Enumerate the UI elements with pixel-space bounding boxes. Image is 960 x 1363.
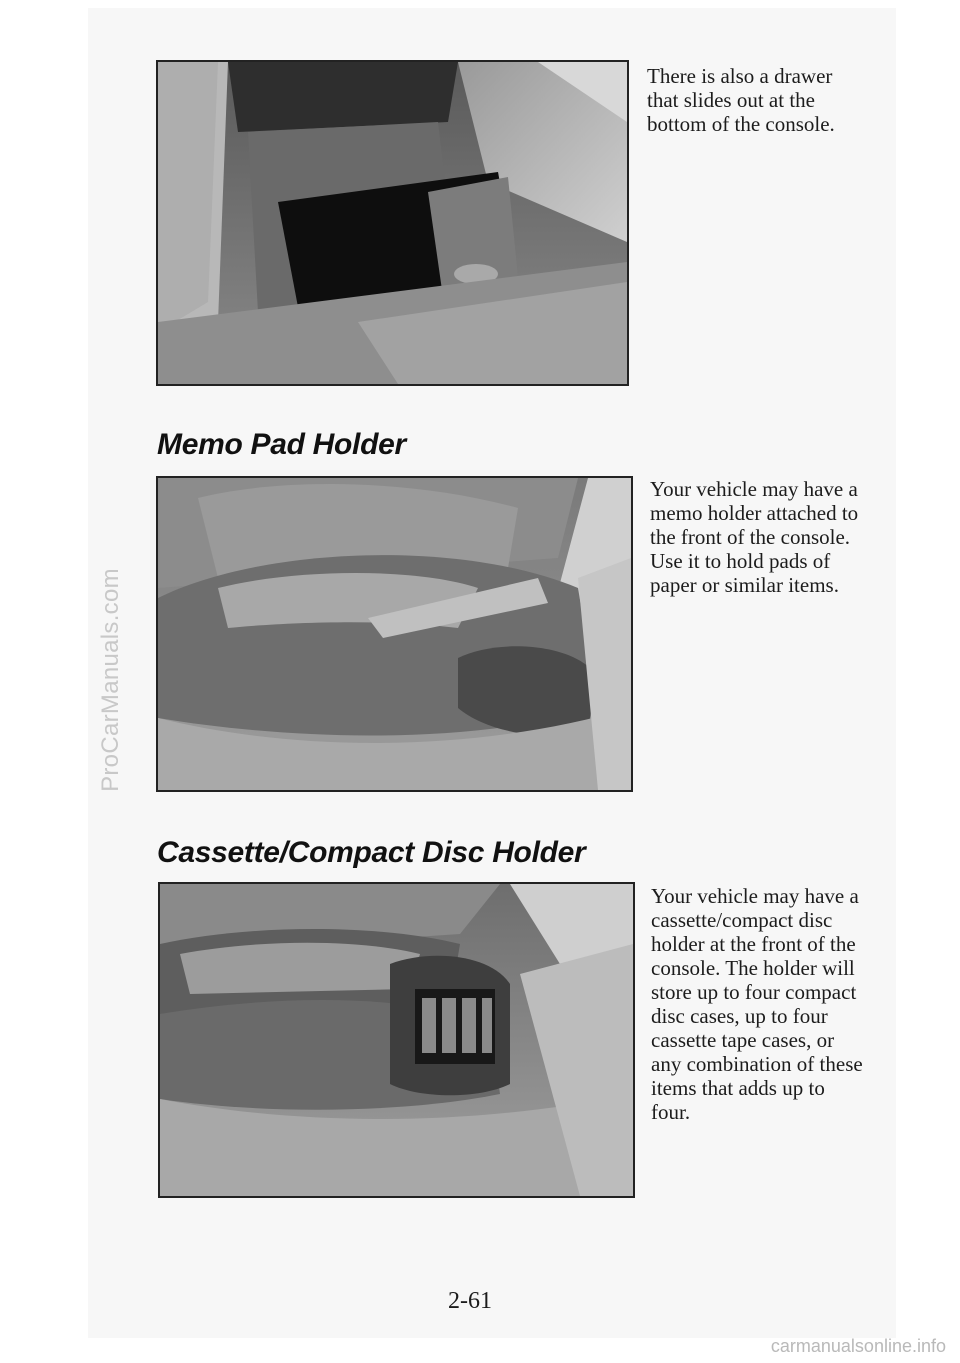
memo-holder-description: Your vehicle may have a memo holder attached to the front of the console. Use it to hold pads of paper or similar items. xyxy=(650,477,859,597)
memo-holder-photo xyxy=(156,476,633,792)
cassette-cd-holder-photo xyxy=(158,882,635,1198)
page-number: 2-61 xyxy=(448,1288,492,1314)
console-drawer-photo xyxy=(156,60,629,386)
drawer-description: There is also a drawer that slides out at the bottom of the console. xyxy=(647,64,835,136)
cassette-cd-holder-description: Your vehicle may have a cassette/compact disc holder at the front of the console. The holder will store up to four compact disc cases, up to four cassette tape cases, or any combination of these items that adds up to four. xyxy=(651,884,863,1124)
footer-watermark: carmanualsonline.info xyxy=(770,1336,946,1356)
cassette-cd-holder-heading: Cassette/Compact Disc Holder xyxy=(157,836,586,869)
side-watermark: ProCarManuals.com xyxy=(97,568,124,792)
memo-pad-holder-heading: Memo Pad Holder xyxy=(157,428,406,461)
